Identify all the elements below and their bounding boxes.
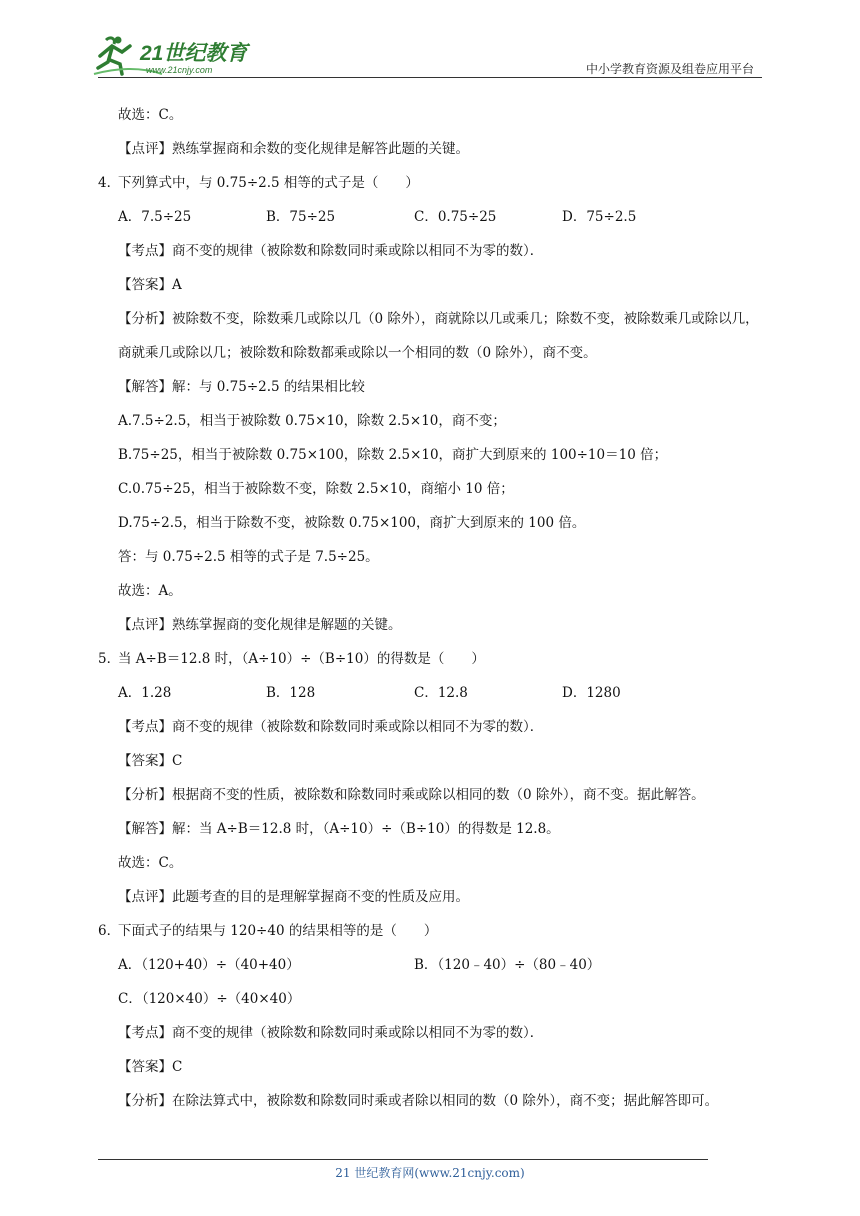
q4-solution-d: D.75÷2.5，相当于除数不变，被除数 0.75×100，商扩大到原来的 100 倍。 [118, 515, 586, 531]
q4-solution-c: C.0.75÷25，相当于被除数不变，除数 2.5×10，商缩小 10 倍； [118, 481, 514, 497]
q4-option-b: B．75÷25 [266, 209, 336, 225]
q5-number: 5． [98, 651, 121, 667]
q6-answer: 【答案】C [118, 1059, 183, 1075]
q6-option-a: A．（120+40）÷（40+40） [118, 957, 300, 973]
logo-url: www.21cnjy.com [146, 65, 213, 75]
q5-option-a: A．1.28 [118, 685, 172, 701]
q5-option-b: B．128 [266, 685, 316, 701]
q5-comment: 【点评】此题考查的目的是理解掌握商不变的性质及应用。 [118, 889, 469, 905]
q6-analysis: 【分析】在除法算式中，被除数和除数同时乘或者除以相同的数（0 除外），商不变；据此解答即可。 [118, 1093, 719, 1109]
q4-stem [98, 166, 766, 200]
q5-stem [98, 642, 766, 676]
site-name: 中小学教育资源及组卷应用平台 [585, 62, 754, 76]
q4-solution-head: 【解答】解：与 0.75÷2.5 的结果相比较 [118, 379, 365, 395]
q5-stem-text: 当 A÷B＝12.8 时，（A÷10）÷（B÷10）的得数是（ ） [118, 651, 485, 667]
q4-analysis: 【分析】被除数不变，除数乘几或除以几（0 除外），商就除以几或乘几；除数不变，被除数乘几或除以几，商就乘几或除以几；被除数和除数都乘或除以一个相同的数（0 除外），商不变。 [118, 311, 759, 361]
q4-choice: 故选：A。 [118, 583, 182, 599]
q6-number: 6． [98, 923, 121, 939]
q6-stem-text: 下面式子的结果与 120÷40 的结果相等的是（ ） [118, 923, 438, 939]
q4-option-a: A．7.5÷25 [118, 209, 192, 225]
q5-options [98, 676, 766, 710]
logo-text: 21世纪教育 [140, 42, 248, 65]
q4-conclusion: 答：与 0.75÷2.5 相等的式子是 7.5÷25。 [118, 549, 379, 565]
q5-analysis: 【分析】根据商不变的性质，被除数和除数同时乘或除以相同的数（0 除外），商不变。据此解答。 [118, 787, 705, 803]
q4-solution-a: A.7.5÷2.5，相当于被除数 0.75×10，除数 2.5×10，商不变； [118, 413, 506, 429]
q6-option-b: B．（120﹣40）÷（80﹣40） [414, 957, 601, 973]
q5-answer: 【答案】C [118, 753, 183, 769]
q5-option-c: C．12.8 [414, 685, 468, 701]
document-body [98, 98, 766, 1118]
q4-stem-text: 下列算式中，与 0.75÷2.5 相等的式子是（ ） [118, 175, 419, 191]
q4-comment: 【点评】熟练掌握商的变化规律是解题的关键。 [118, 617, 402, 633]
q4-option-d: D．75÷2.5 [562, 209, 637, 225]
q4-kaodian: 【考点】商不变的规律（被除数和除数同时乘或除以相同不为零的数）． [118, 243, 544, 259]
q5-choice: 故选：C。 [118, 855, 183, 871]
header-divider [98, 77, 762, 78]
q6-options-row1 [98, 948, 766, 982]
q5-solution: 【解答】解：当 A÷B＝12.8 时，（A÷10）÷（B÷10）的得数是 12.8。 [118, 821, 560, 837]
q5-option-d: D．1280 [562, 685, 621, 701]
site-logo [92, 34, 262, 78]
q5-kaodian: 【考点】商不变的规律（被除数和除数同时乘或除以相同不为零的数）． [118, 719, 544, 735]
q6-stem [98, 914, 766, 948]
q6-kaodian: 【考点】商不变的规律（被除数和除数同时乘或除以相同不为零的数）． [118, 1025, 544, 1041]
prev-choice: 故选：C。 [118, 107, 183, 123]
q4-option-c: C．0.75÷25 [414, 209, 497, 225]
q6-option-c: C．（120×40）÷（40×40） [118, 991, 301, 1007]
q4-options [98, 200, 766, 234]
footer-divider [98, 1159, 708, 1160]
footer-link[interactable]: 21 世纪教育网(www.21cnjy.com) [335, 1166, 525, 1180]
page-header [0, 0, 860, 80]
prev-comment: 【点评】熟练掌握商和余数的变化规律是解答此题的关键。 [118, 141, 469, 157]
q4-answer: 【答案】A [118, 277, 182, 293]
q4-number: 4． [98, 175, 121, 191]
q4-solution-b: B.75÷25，相当于被除数 0.75×100，除数 2.5×10，商扩大到原来的 100÷10＝10 倍； [118, 447, 668, 463]
